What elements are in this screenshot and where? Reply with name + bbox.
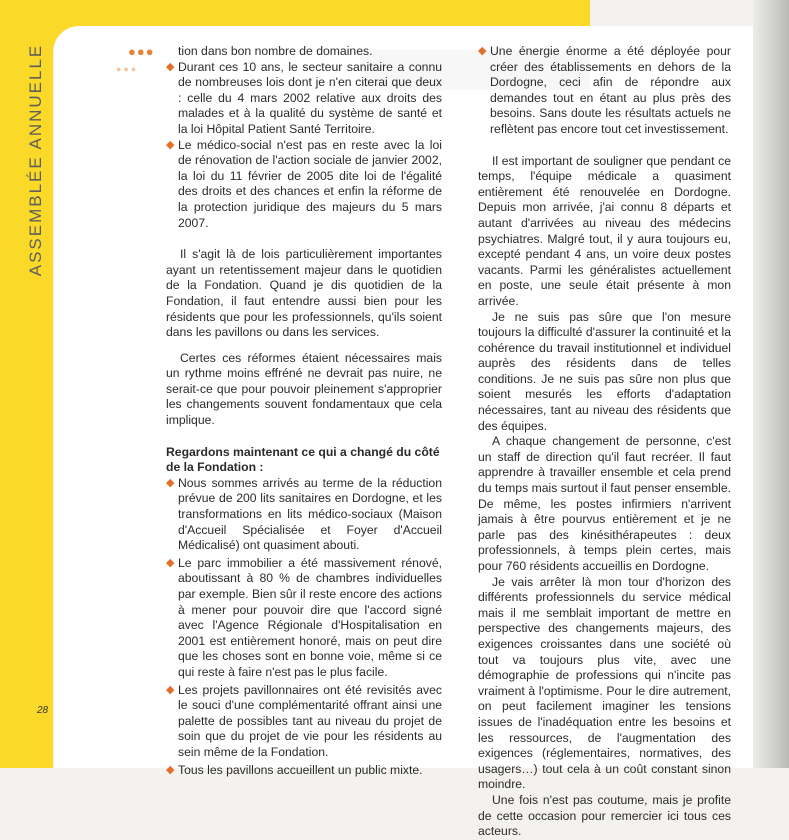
bullet-item: ◆ Nous sommes arrivés au terme de la réduction prévue de 200 lits sanitaires en Dordogne, et les transformations en lits médico-sociaux (Maison d'Accueil Spécialisée et Foyer d'Accueil Médicalisé) ont quasiment abouti. [166,475,442,553]
section-heading: Regardons maintenant ce qui a changé du côté de la Fondation : [166,444,440,475]
paragraph: Je ne suis pas sûre que l'on mesure toujours la difficulté d'assurer la continuité et la cohérence du travail institutionnel et individuel auprès des résidents dans de telles conditions. Je ne suis pas sûre non plus que soient mesurés les efforts d'adaptation nécessaires, tant au niveau des résidents que des équipes. [478,309,731,433]
diamond-bullet-icon: ◆ [166,556,175,569]
diamond-bullet-icon: ◆ [166,138,175,151]
diamond-bullet-icon: ◆ [166,683,175,696]
diamond-bullet-icon: ◆ [166,476,175,489]
paragraph: Je vais arrêter là mon tour d'horizon des différents professionnels du service médical mais il me semblait important de mettre en perspective des changements majeurs, des exigences croissantes dans une société où tout va toujours plus vite, avec une démographie de professions qui n'incite pas vraiment à l'optimisme. Pour le dire autrement, on peut facilement imaginer les tensions issues de l'inadéquation entre les besoins et les ressources, de l'augmentation des exigences (réglementaires, normatives, des usagers…) tout cela à un coût constant sinon moindre. [478,574,731,792]
paragraph: Une fois n'est pas coutume, mais je profite de cette occasion pour remercier ici tous ces acteurs. [478,792,731,839]
diamond-bullet-icon: ◆ [166,763,175,776]
bullet-item: ◆ Durant ces 10 ans, le secteur sanitaire a connu de nombreuses lois dont je n'en citerai que deux : celle du 4 mars 2002 relative aux droits des malades et à la qualité du système de santé et la loi Hôpital Patient Santé Territoire. [166,59,442,136]
page-gutter-shadow [753,0,789,768]
continued-text: tion dans bon nombre de domaines. [178,44,373,58]
diamond-bullet-icon: ◆ [478,45,487,57]
paragraph: Certes ces réformes étaient nécessaires mais un rythme moins effréné ne devrait pas nuire, ne serait-ce que pour pouvoir pleinement s'approprier les changements souvent fondamentaux que cela implique. [166,350,442,428]
bullet-item: ◆ Le médico-social n'est pas en reste avec la loi de rénovation de l'action sociale de janvier 2002, la loi du 11 février de 2005 dite loi de l'égalité des droits et des chances et enfin la réforme de la protection juridique des majeurs du 5 mars 2007. [166,137,442,230]
paragraph: Il s'agit là de lois particulièrement importantes ayant un retentissement majeur dans le quotidien de la Fondation. Quand je dis quotidien de la Fondation, il faut entendre aussi bien pour les résidents que pour les professionnels, qu'ils soient dans les pavillons ou dans les services. [166,247,442,340]
bullet-item: ◆ Les projets pavillonnaires ont été revisités avec le souci d'une complémentarité offrant ainsi une palette de possibles tant au niveau du projet de soin que du projet de vie pour les résidents au sein même de la Fondation. [166,682,442,759]
page-number: 28 [37,705,49,716]
bullet-item: ◆ Une énergie énorme a été déployée pour créer des établissements en dehors de la Dordogne, ceci afin de répondre aux demandes tout en étant au plus près des besoins. Sans doute les résultats actuels ne reflètent pas encore tout cet investissement. [478,44,731,136]
section-title-vertical: ASSEMBLÉE ANNUELLE [26,43,45,277]
yellow-top-band [0,0,590,26]
bullet-item: ◆ Tous les pavillons accueillent un public mixte. [166,762,423,777]
decorative-dots: ●●● [128,44,155,59]
diamond-bullet-icon: ◆ [166,60,175,73]
faint-decorative-dots: ●●● [116,64,139,74]
bullet-item: ◆ Le parc immobilier a été massivement rénové, aboutissant à 80 % de chambres individuelles par exemple. Bien sûr il reste encore des actions à mener pour pouvoir dire que l'accord signé avec l'Agence Régionale d'Hospitalisation en 2001 est entièrement honoré, mais on peut dire que les choses sont en bonne voie, même si ce qui reste à faire n'est pas le plus facile. [166,555,442,679]
paragraph: A chaque changement de personne, c'est un staff de direction qu'il faut recréer. Il faut apprendre à travailler ensemble et cela prend du temps mais surtout il faut penser ensemble. De même, les postes infirmiers n'arrivent jamais à être pourvus entièrement et je ne parle pas des kinésithérapeutes : deux professionnels, à temps plein certes, mais pour 760 résidents accueillis en Dordogne. [478,434,731,573]
paragraph: Il est important de souligner que pendant ce temps, l'équipe médicale a quasiment entièrement été renouvelée en Dordogne. Depuis mon arrivée, j'ai connu 8 départs et autant d'arrivées au niveau des médecins psychiatres. Malgré tout, il y aura toujours eu, excepté pendant 4 ans, un voire deux postes vacants. Parmi les généralistes actuellement en poste, une seule était présente à mon arrivée. [478,153,731,308]
right-text-column [478,44,731,840]
left-text-column [166,44,442,778]
